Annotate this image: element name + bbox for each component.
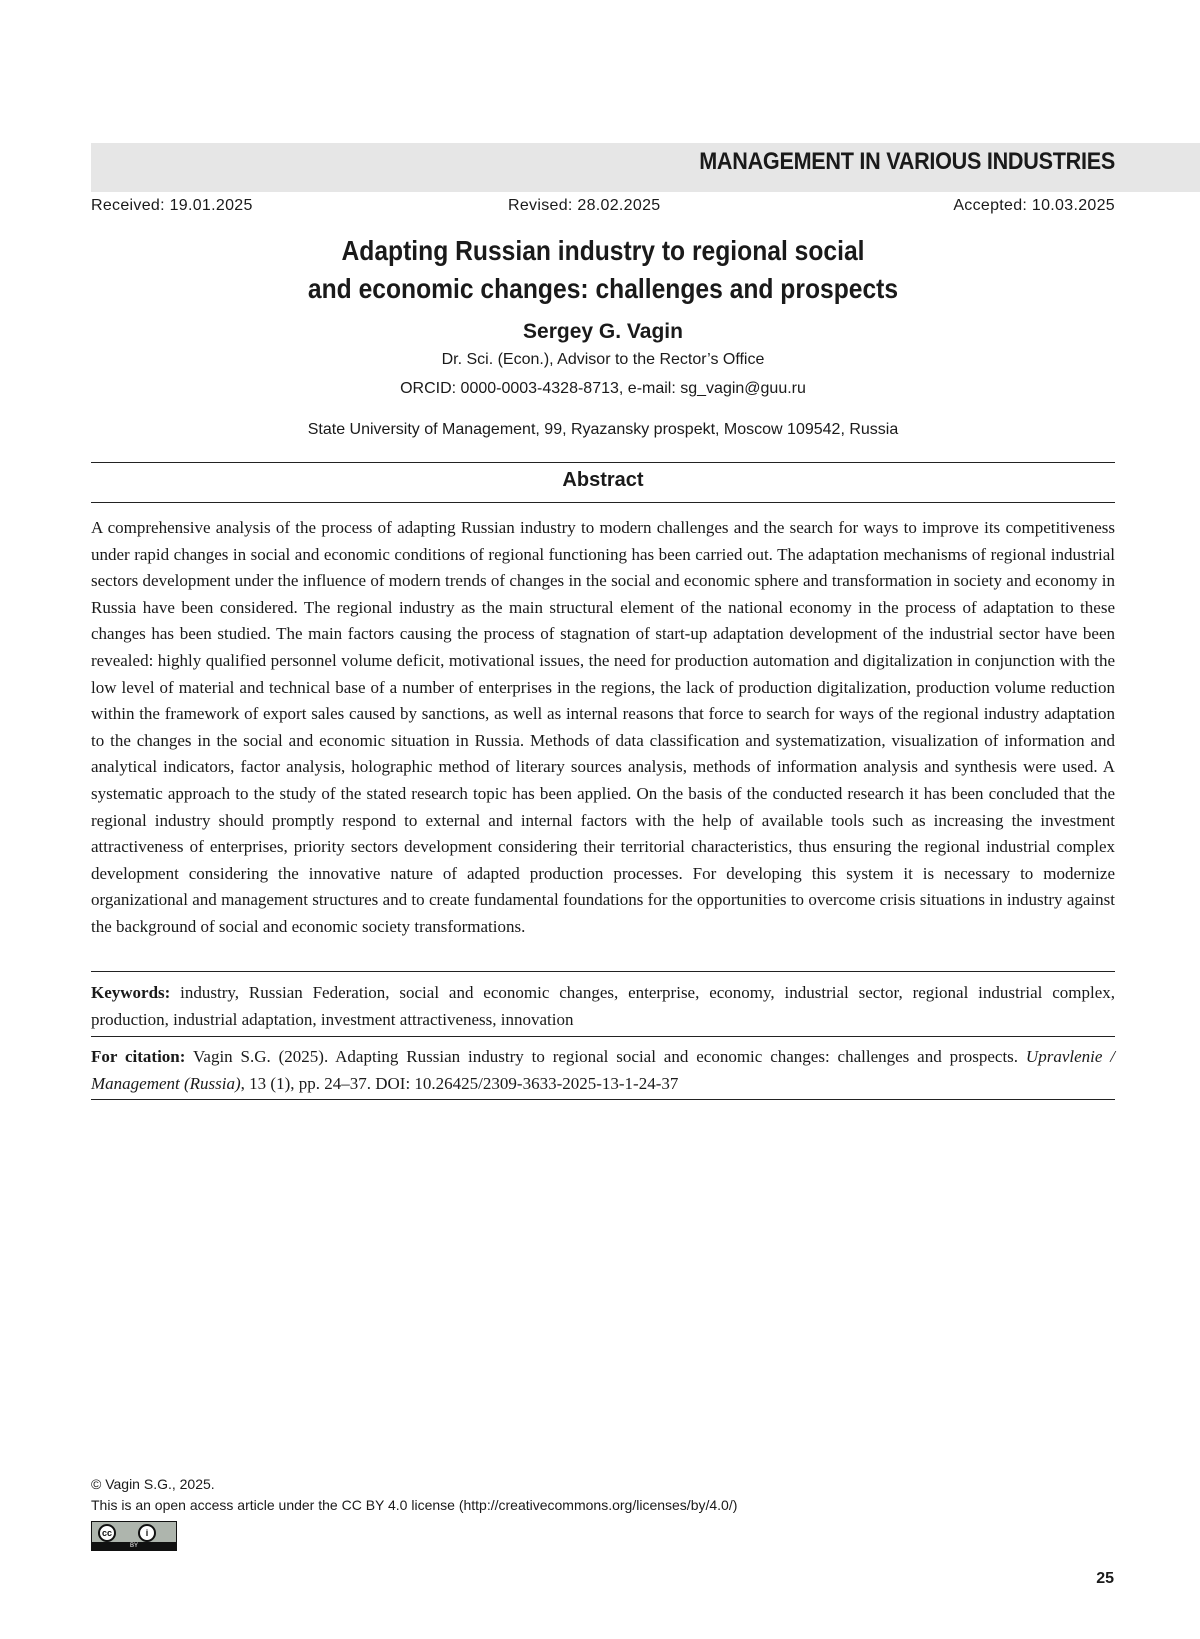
author-degree: Dr. Sci. (Econ.), Advisor to the Rector’s Office — [441, 351, 765, 368]
citation-label: For citation: — [91, 1047, 186, 1066]
author-affiliation: State University of Management, 99, Ryazansky prospekt, Moscow 109542, Russia — [307, 421, 899, 438]
attribution-icon: i — [138, 1524, 156, 1542]
article-title-line-2: and economic changes: challenges and prospects — [307, 273, 899, 304]
section-title: MANAGEMENT IN VARIOUS INDUSTRIES — [699, 148, 1115, 175]
received-date: Received: 19.01.2025 — [91, 197, 253, 214]
citation-journal: Upravlenie / Management (Russia) — [91, 1047, 1115, 1093]
license-notice: This is an open access article under the CC BY 4.0 license (http://creativecommons.org/licenses/by/4.0/) — [91, 1497, 738, 1513]
citation-text: Vagin S.G. (2025). Adapting Russian industry to regional social and economic changes: challenges and prospects. — [185, 1047, 1026, 1066]
page-number: 25 — [1096, 1570, 1114, 1587]
copyright-notice: © Vagin S.G., 2025. — [91, 1476, 215, 1492]
keywords-top-rule — [91, 971, 1115, 972]
citation-details: , 13 (1), pp. 24–37. DOI: 10.26425/2309-3633-2025-13-1-24-37 — [240, 1073, 679, 1093]
revised-date: Revised: 28.02.2025 — [508, 197, 661, 214]
article-dates — [91, 197, 1115, 219]
abstract-top-rule — [91, 462, 1115, 463]
citation-block — [91, 1044, 1115, 1097]
article-title — [91, 232, 1115, 308]
article-title-line-1: Adapting Russian industry to regional social — [341, 235, 865, 266]
author-orcid: ORCID: 0000-0003-4328-8713, e-mail: sg_vagin@guu.ru — [400, 380, 806, 397]
abstract-heading: Abstract — [562, 469, 644, 491]
citation-top-rule — [91, 1036, 1115, 1037]
keywords-block — [91, 980, 1115, 1033]
abstract-text: A comprehensive analysis of the process of adapting Russian industry to modern challenges and the search for ways to improve its competitiveness under rapid changes in social and economic conditions of regional functioning has been carried out. The adaptation mechanisms of regional industrial sectors development under the influence of modern trends of changes in the social and economic sphere and transformation in society and economy in Russia have been considered. The regional industry as the main structural element of the national economy in the process of adaptation to these changes has been studied. The main factors causing the process of stagnation of start-up adaptation development of the industrial sector have been revealed: highly qualified personnel volume deficit, motivational issues, the need for production automation and digitalization in conjunction with the low level of material and technical base of a number of enterprises in the regions, the lack of production digitalization, production volume reduction within the framework of export sales caused by sanctions, as well as internal reasons that force to search for ways of the regional industry adaptation to the changes in the social and economic situation in Russia. Methods of data classification and systematization, visualization of information and analytical indicators, factor analysis, holographic method of literary sources analysis, methods of information analysis and synthesis were used. A systematic approach to the study of the stated research topic has been applied. On the basis of the conducted research it has been concluded that the regional industry should promptly respond to external and internal factors with the help of available tools such as increasing the investment attractiveness of enterprises, priority sectors development considering their territorial characteristics, thus ensuring the regional industrial complex development considering the innovative nature of adapted production processes. For developing this system it is necessary to modernize organizational and management structures and to create fundamental foundations for the opportunities to overcome crisis situations in industry against the background of social and economic society transformations. — [91, 518, 1115, 936]
author-name: Sergey G. Vagin — [523, 320, 683, 343]
cc-icon: cc — [98, 1524, 116, 1542]
citation-bottom-rule — [91, 1099, 1115, 1100]
keywords-label: Keywords: — [91, 983, 171, 1002]
accepted-date: Accepted: 10.03.2025 — [953, 197, 1115, 214]
abstract-heading-rule — [91, 502, 1115, 503]
cc-by-label: BY — [92, 1542, 176, 1550]
cc-by-license-badge[interactable] — [91, 1521, 177, 1551]
keywords-text: industry, Russian Federation, social and economic changes, enterprise, economy, industrial sector, regional industrial complex, production, industrial adaptation, investment attractiveness, innovation — [91, 983, 1115, 1029]
copyright-block — [91, 1474, 737, 1516]
